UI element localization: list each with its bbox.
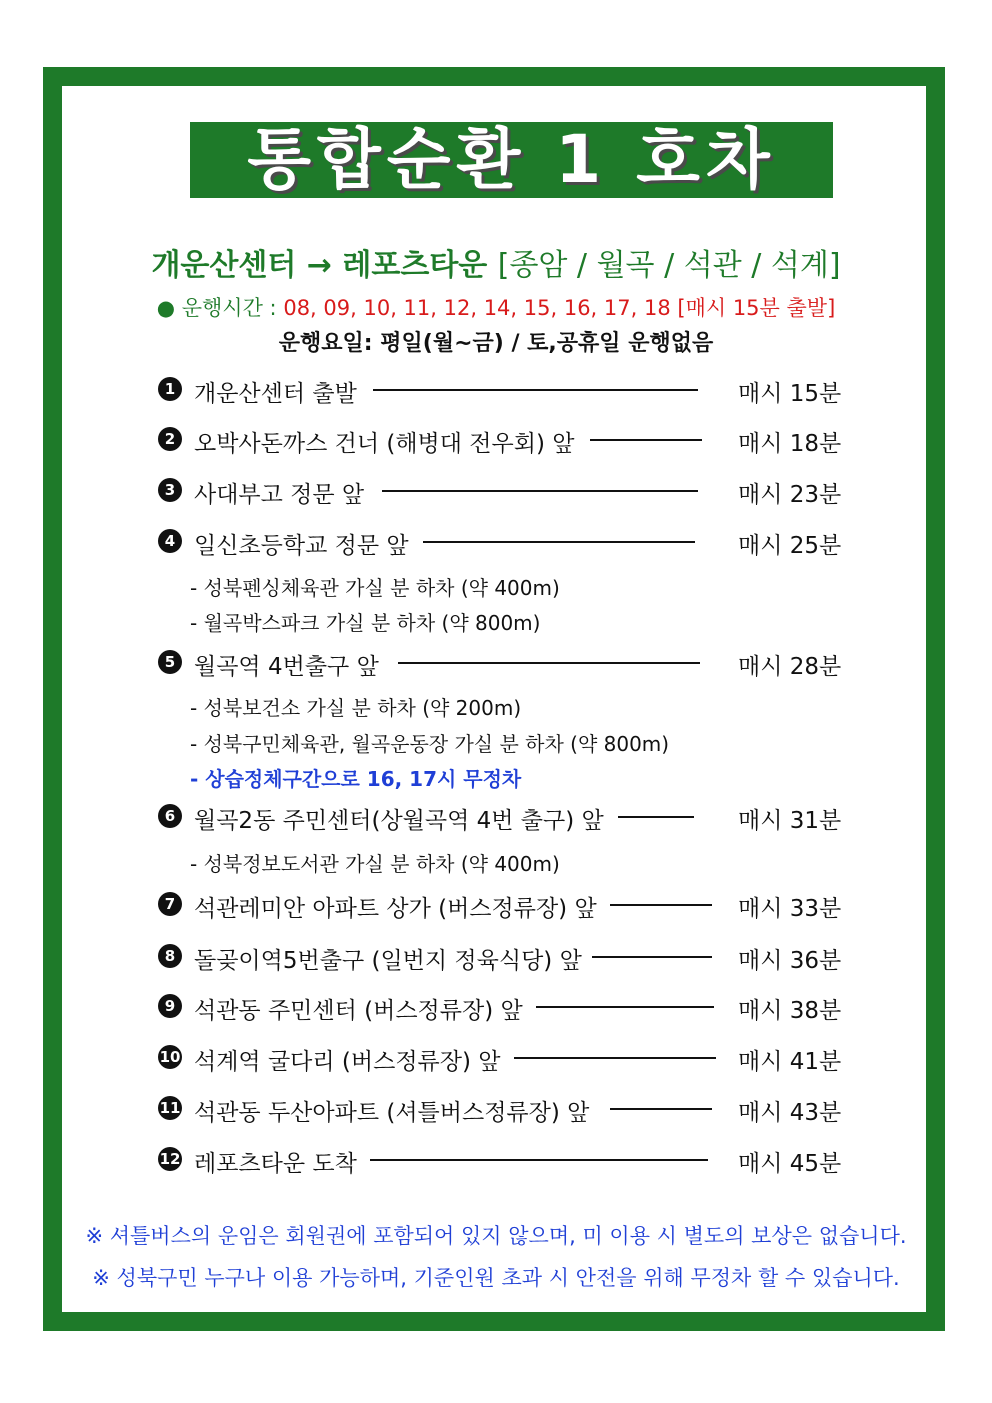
stop-number-icon: 11 [158,1096,182,1120]
stop-number-icon: 2 [158,427,182,451]
stop-name: 레포츠타운 도착 [194,1151,357,1177]
operating-days: 운행요일: 평일(월~금) / 토,공휴일 운행없음 [278,331,714,356]
stop-number-icon: 1 [158,377,182,401]
stop-number-icon: 9 [158,994,182,1018]
leader-line [610,1108,712,1110]
leader-line [382,490,698,492]
stop-row [158,375,842,407]
stop-time: 매시 36분 [738,948,842,974]
stop-name: 월곡2동 주민센터(상월곡역 4번 출구) 앞 [194,808,604,834]
route-heading [0,240,992,284]
leader-line [373,389,698,391]
leader-line [592,956,712,958]
bullet-icon: ● [156,296,176,320]
stop-row [158,1094,842,1126]
leader-line [618,816,694,818]
stop-number-icon: 7 [158,892,182,916]
stop-time: 매시 38분 [738,998,842,1024]
stop-row [158,992,842,1024]
stop-time: 매시 18분 [738,431,842,457]
stop-row [158,476,842,508]
stop-time: 매시 23분 [738,482,842,508]
leader-line [536,1006,714,1008]
operating-hours [0,292,992,322]
stop-row [158,425,842,457]
leader-line [610,904,712,906]
stop-row [158,1043,842,1075]
stop-time: 매시 15분 [738,381,842,407]
leader-line [370,1159,708,1161]
no-stop-warning: - 상습정체구간으로 16, 17시 무정차 [190,767,522,791]
hours-label: 운행시간 : [181,296,277,320]
stop-name: 월곡역 4번출구 앞 [194,654,379,680]
stop-row [158,942,842,974]
leader-line [398,662,700,664]
stop-name: 석관동 두산아파트 (셔틀버스정류장) 앞 [194,1100,590,1126]
eligibility-notice: ※ 성북구민 누구나 이용 가능하며, 기준인원 초과 시 안전을 위해 무정차 할 수 있습니다. [92,1266,900,1290]
stop-number-icon: 12 [158,1147,182,1171]
stop-row [158,1145,842,1177]
stop-number-icon: 5 [158,650,182,674]
stop-name: 석관레미안 아파트 상가 (버스정류장) 앞 [194,896,597,922]
title-banner [190,122,833,198]
stop-name: 석관동 주민센터 (버스정류장) 앞 [194,998,523,1024]
leader-line [590,439,702,441]
stop-time: 매시 28분 [738,654,842,680]
stop-subnote: - 성북펜싱체육관 가실 분 하차 (약 400m) [190,576,560,600]
stop-time: 매시 41분 [738,1049,842,1075]
stop-row [158,890,842,922]
stop-number-icon: 3 [158,478,182,502]
route-main: 개운산센터 → 레포츠타운 [151,248,488,283]
stop-time: 매시 45분 [738,1151,842,1177]
stop-row [158,648,842,680]
stop-name: 개운산센터 출발 [194,381,357,407]
stop-number-icon: 10 [158,1045,182,1069]
stop-time: 매시 43분 [738,1100,842,1126]
stop-name: 오박사돈까스 건너 (해병대 전우회) 앞 [194,431,575,457]
stop-time: 매시 31분 [738,808,842,834]
fare-notice: ※ 셔틀버스의 운임은 회원권에 포함되어 있지 않으며, 미 이용 시 별도의 보상은 없습니다. [85,1224,907,1248]
stop-row [158,802,842,834]
hours-times: 08, 09, 10, 11, 12, 14, 15, 16, 17, 18 [매시 15분 출발] [283,296,836,320]
route-via: [종암 / 월곡 / 석관 / 석계] [497,248,841,283]
leader-line [423,541,695,543]
leader-line [514,1057,716,1059]
stop-name: 돌곶이역5번출구 (일번지 정육식당) 앞 [194,948,582,974]
stop-name: 석계역 굴다리 (버스정류장) 앞 [194,1049,501,1075]
stop-time: 매시 25분 [738,533,842,559]
stop-number-icon: 8 [158,944,182,968]
stop-subnote: - 성북구민체육관, 월곡운동장 가실 분 하차 (약 800m) [190,732,670,756]
stop-time: 매시 33분 [738,896,842,922]
stop-number-icon: 6 [158,804,182,828]
stop-subnote: - 월곡박스파크 가실 분 하차 (약 800m) [190,611,541,635]
stop-subnote: - 성북정보도서관 가실 분 하차 (약 400m) [190,852,560,876]
stop-row [158,527,842,559]
page-title: 통합순환 1 호차 [247,121,776,198]
stop-number-icon: 4 [158,529,182,553]
stop-name: 사대부고 정문 앞 [194,482,365,508]
stop-subnote: - 성북보건소 가실 분 하차 (약 200m) [190,696,522,720]
stop-name: 일신초등학교 정문 앞 [194,533,409,559]
